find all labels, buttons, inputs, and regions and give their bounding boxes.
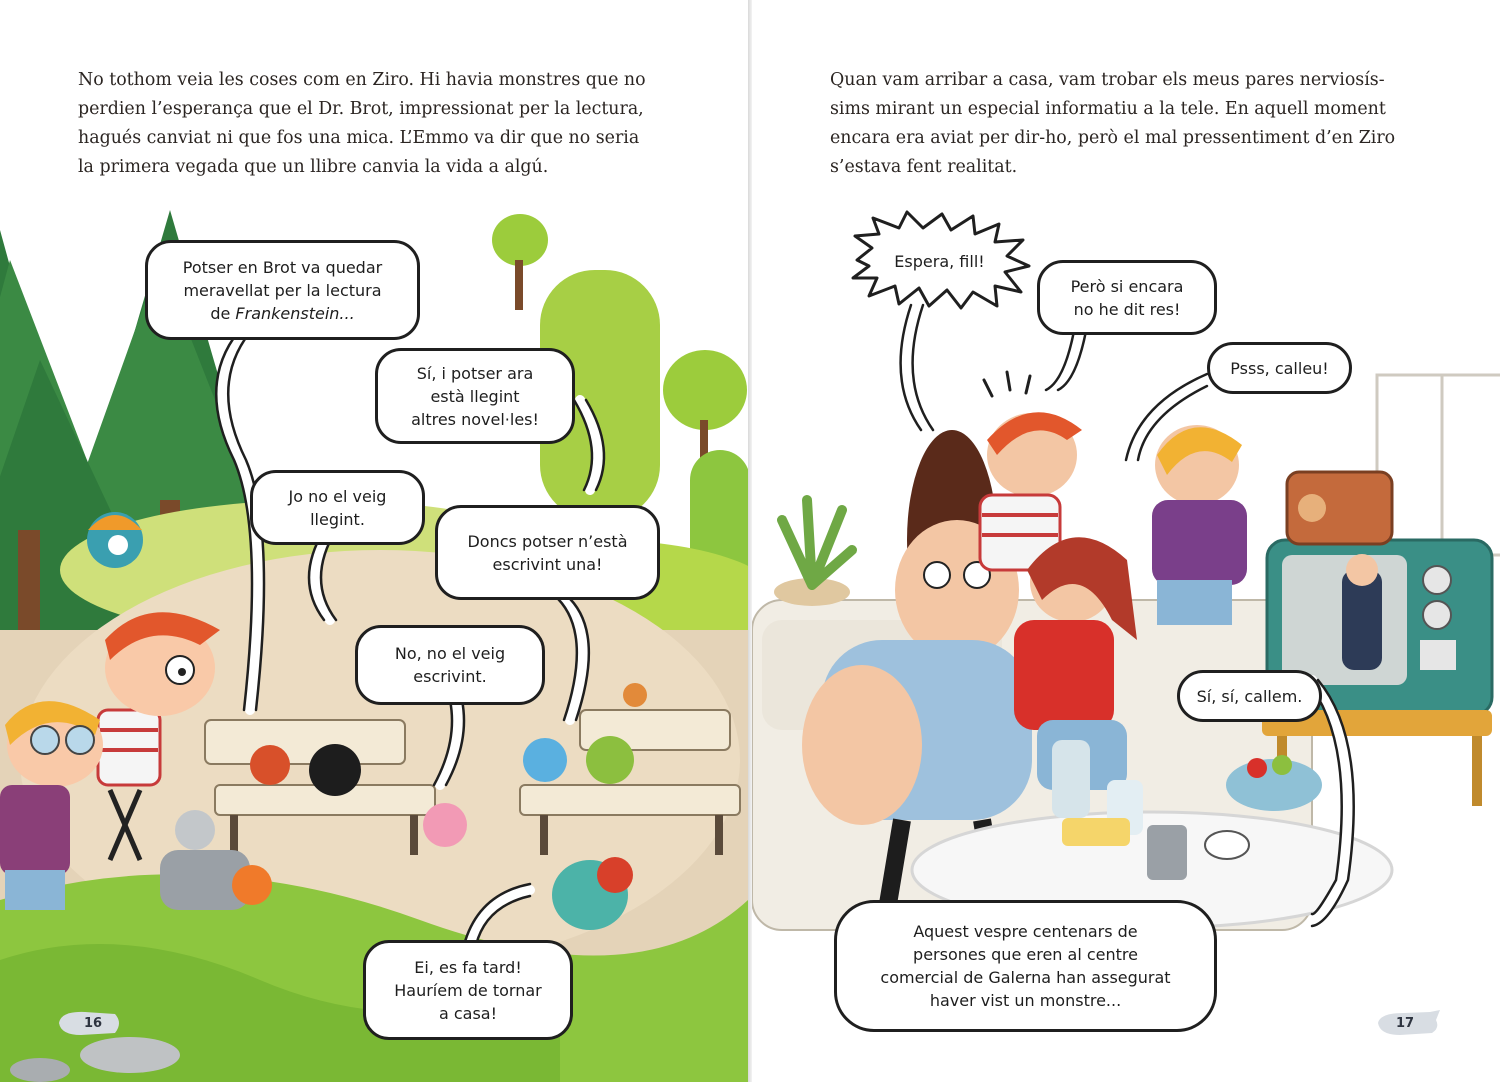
bubble-line: Ei, es fa tard! [414, 957, 522, 977]
speech-bubble-not-writing [355, 625, 545, 705]
speech-bubble-writing-one [435, 505, 660, 600]
speech-bubble-reading-novels [375, 348, 575, 444]
bubble-line: Psss, calleu! [1230, 358, 1329, 378]
bubble-line-prefix: de [210, 303, 236, 323]
left-paragraph-line: la primera vegada que un llibre canvia la vida a algú. [78, 157, 549, 177]
speech-bubble-yes-quiet [1177, 670, 1322, 722]
bubble-line: llegint. [310, 509, 365, 529]
bubble-line: Aquest vespre centenars de [913, 922, 1138, 941]
right-paragraph [830, 66, 1430, 182]
bubble-line: haver vist un monstre... [929, 991, 1122, 1010]
bubble-line: Hauríem de tornar [394, 980, 542, 1000]
bubble-line: escrivint una! [492, 554, 603, 574]
right-paragraph-line: sims mirant un especial informatiu a la tele. En aquell moment [830, 99, 1386, 119]
speech-bubble-shush [1207, 342, 1352, 394]
left-paragraph-line: No tothom veia les coses com en Ziro. Hi havia monstres que no [78, 70, 646, 90]
left-paragraph [78, 66, 678, 182]
bubble-line: No, no el veig [394, 644, 506, 663]
speech-bubble-frankenstein [145, 240, 420, 340]
bubble-line: Sí, i potser ara [416, 363, 534, 383]
bubble-line: persones que eren al centre [913, 945, 1138, 964]
left-page [0, 0, 748, 1082]
right-paragraph-line: s’estava fent realitat. [830, 157, 1018, 177]
book-title: Frankenstein... [235, 303, 355, 323]
speech-bubble-not-reading [250, 470, 425, 545]
bubble-line [158, 302, 407, 325]
speech-bubble-news-report [834, 900, 1217, 1032]
speech-bubble-havent-said [1037, 260, 1217, 335]
left-paragraph-line: perdien l’esperança que el Dr. Brot, impressionat per la lectura, [78, 99, 644, 119]
bubble-line: Sí, sí, callem. [1196, 686, 1303, 706]
left-paragraph-line: hagués canviat ni que fos una mica. L’Emmo va dir que no seria [78, 128, 640, 148]
right-page [752, 0, 1500, 1082]
bubble-line: Potser en Brot va quedar [182, 257, 383, 277]
bubble-line: Doncs potser n’està [467, 531, 628, 551]
bubble-line: no he dit res! [1073, 299, 1181, 319]
bubble-line: comercial de Galerna han assegurat [880, 968, 1171, 987]
bubble-line: escrivint. [413, 667, 487, 686]
bubble-line: Jo no el veig [288, 486, 387, 506]
bubble-line: meravellat per la lectura [183, 280, 382, 300]
bubble-line: està llegint [430, 386, 520, 406]
page-number-left: 16 [83, 1016, 103, 1031]
page-number-right: 17 [1395, 1016, 1415, 1031]
bubble-line: Espera, fill! [894, 251, 985, 271]
right-paragraph-line: Quan vam arribar a casa, vam trobar els meus pares nerviosís- [830, 70, 1385, 90]
bubble-line: Però si encara [1070, 276, 1184, 296]
speech-bubble-wait-son [872, 240, 1007, 282]
bubble-line: a casa! [438, 1003, 498, 1023]
bubble-line: altres novel·les! [411, 409, 539, 429]
right-paragraph-line: encara era aviat per dir-ho, però el mal pressentiment d’en Ziro [830, 128, 1396, 148]
speech-bubble-getting-late [363, 940, 573, 1040]
